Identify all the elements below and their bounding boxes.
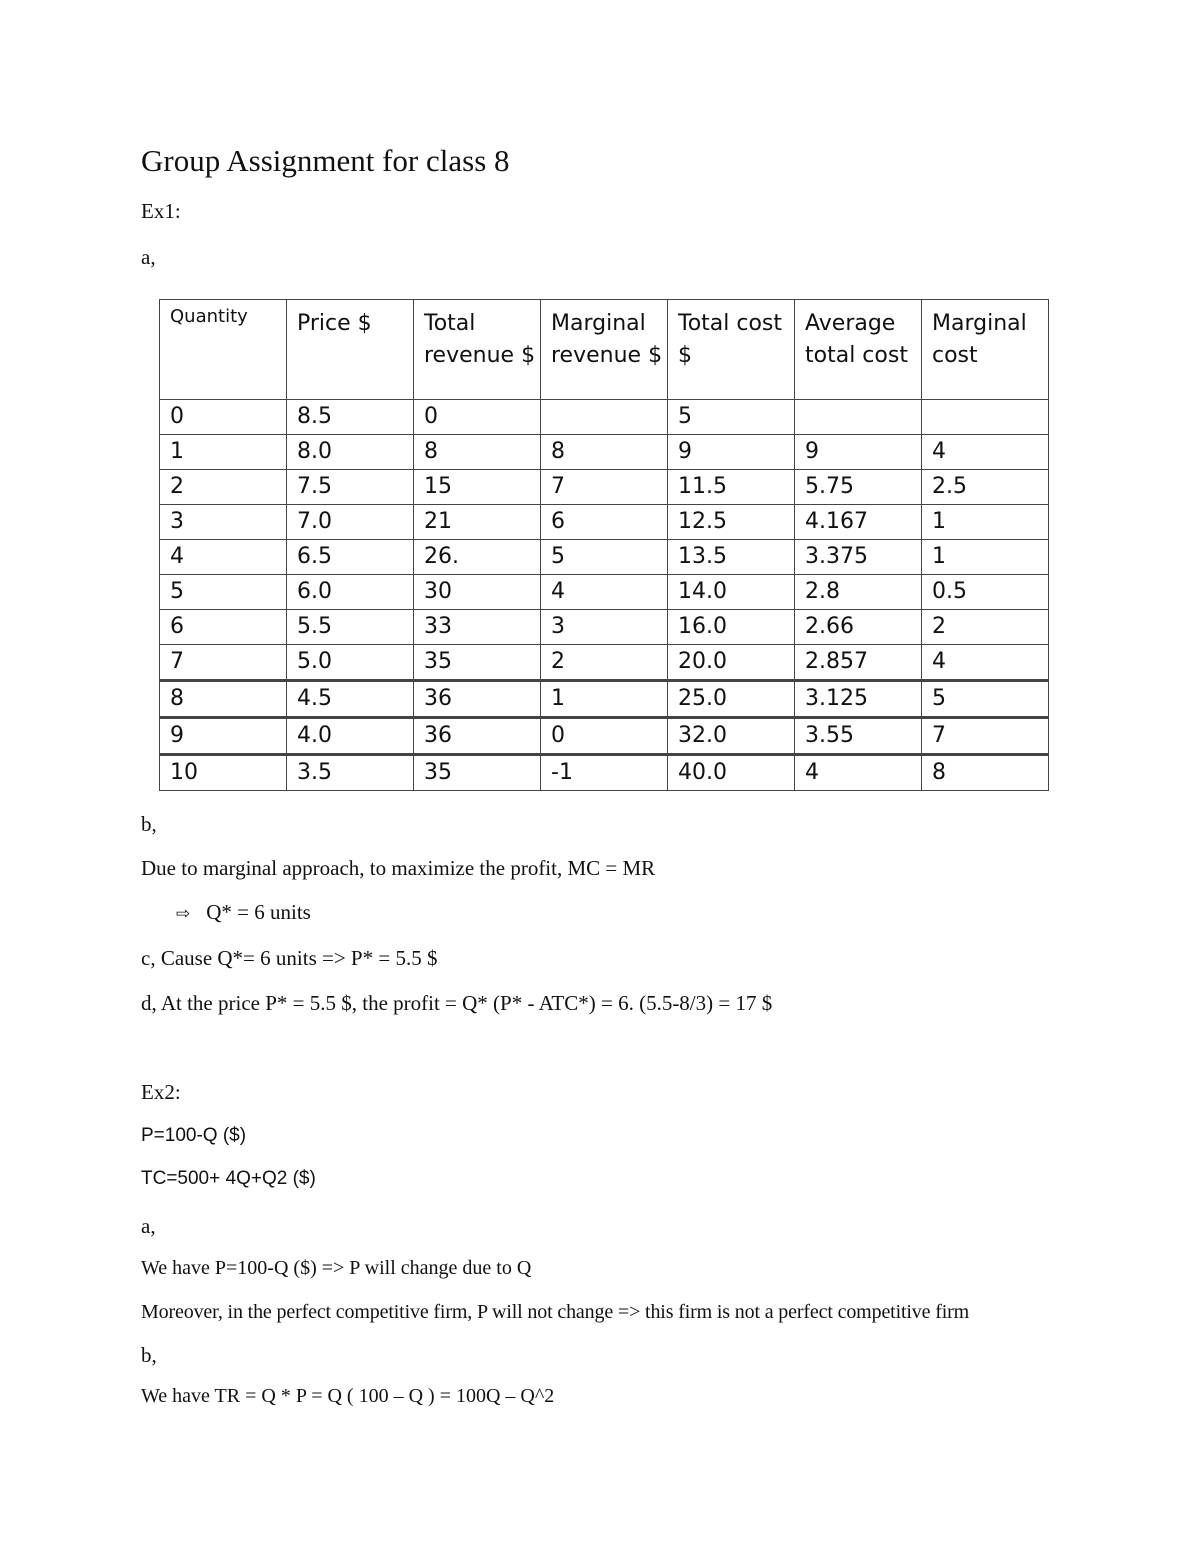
cell-total-revenue: 0 [414, 400, 541, 435]
cell-quantity: 6 [160, 610, 287, 645]
ex1-b-text: Due to marginal approach, to maximize the profit, MC = MR [141, 856, 656, 880]
ex1-part-b-label: b, [141, 812, 157, 836]
cell-total-cost: 40.0 [668, 755, 795, 791]
cell-quantity: 8 [160, 681, 287, 718]
cell-marginal-cost: 7 [922, 718, 1049, 755]
cell-average-total-cost: 4.167 [795, 505, 922, 540]
table-row [160, 755, 1049, 791]
cell-average-total-cost [795, 400, 922, 435]
ex1-part-a-label: a, [141, 245, 156, 269]
cell-marginal-revenue: 7 [541, 470, 668, 505]
ex1-cost-table-container [159, 299, 1049, 791]
cell-total-revenue: 35 [414, 645, 541, 681]
cell-marginal-revenue: 6 [541, 505, 668, 540]
header-total-cost: Total cost $ [668, 300, 795, 400]
table-header-row [160, 300, 1049, 400]
cell-quantity: 7 [160, 645, 287, 681]
table-row [160, 505, 1049, 540]
cell-quantity: 3 [160, 505, 287, 540]
table-body [160, 400, 1049, 791]
cell-price: 4.5 [287, 681, 414, 718]
cell-total-revenue: 36 [414, 681, 541, 718]
cell-price: 5.0 [287, 645, 414, 681]
cell-total-cost: 5 [668, 400, 795, 435]
cell-total-revenue: 8 [414, 435, 541, 470]
cell-price: 8.5 [287, 400, 414, 435]
cell-average-total-cost: 4 [795, 755, 922, 791]
header-average-total-cost: Average total cost [795, 300, 922, 400]
cell-total-revenue: 33 [414, 610, 541, 645]
ex1-d-text: d, At the price P* = 5.5 $, the profit = Q* (P* - ATC*) = 6. (5.5-8/3) = 17 $ [141, 991, 773, 1015]
cell-average-total-cost: 2.66 [795, 610, 922, 645]
cell-total-cost: 12.5 [668, 505, 795, 540]
cell-marginal-revenue: 5 [541, 540, 668, 575]
cell-total-cost: 32.0 [668, 718, 795, 755]
cell-total-cost: 25.0 [668, 681, 795, 718]
header-quantity: Quantity [160, 300, 287, 400]
cell-average-total-cost: 3.375 [795, 540, 922, 575]
table-row [160, 540, 1049, 575]
cell-price: 7.0 [287, 505, 414, 540]
ex2-a-line1: We have P=100-Q ($) => P will change due to Q [141, 1257, 532, 1279]
cell-average-total-cost: 5.75 [795, 470, 922, 505]
header-total-revenue: Total revenue $ [414, 300, 541, 400]
cell-marginal-revenue: 3 [541, 610, 668, 645]
cell-price: 4.0 [287, 718, 414, 755]
cell-marginal-cost: 4 [922, 435, 1049, 470]
cell-total-revenue: 30 [414, 575, 541, 610]
cell-total-cost: 16.0 [668, 610, 795, 645]
table-row [160, 400, 1049, 435]
ex2-b-line1: We have TR = Q * P = Q ( 100 – Q ) = 100Q – Q^2 [141, 1385, 555, 1407]
ex2-heading: Ex2: [141, 1080, 181, 1104]
cell-total-cost: 13.5 [668, 540, 795, 575]
cell-marginal-cost: 8 [922, 755, 1049, 791]
table-row [160, 718, 1049, 755]
cell-average-total-cost: 3.55 [795, 718, 922, 755]
cell-average-total-cost: 2.8 [795, 575, 922, 610]
header-marginal-revenue: Marginal revenue $ [541, 300, 668, 400]
cell-quantity: 1 [160, 435, 287, 470]
table-row [160, 645, 1049, 681]
cell-marginal-revenue: 1 [541, 681, 668, 718]
table-row [160, 470, 1049, 505]
cell-marginal-cost: 0.5 [922, 575, 1049, 610]
cell-price: 3.5 [287, 755, 414, 791]
cell-total-cost: 14.0 [668, 575, 795, 610]
ex1-cost-table [159, 299, 1049, 791]
cell-quantity: 9 [160, 718, 287, 755]
cell-total-cost: 11.5 [668, 470, 795, 505]
cell-average-total-cost: 9 [795, 435, 922, 470]
cell-total-revenue: 35 [414, 755, 541, 791]
cell-total-revenue: 36 [414, 718, 541, 755]
cell-total-revenue: 26. [414, 540, 541, 575]
cell-quantity: 5 [160, 575, 287, 610]
cell-marginal-cost: 1 [922, 540, 1049, 575]
cell-total-cost: 9 [668, 435, 795, 470]
cell-total-revenue: 21 [414, 505, 541, 540]
right-arrow-icon: ⇨ [176, 904, 191, 923]
cell-price: 8.0 [287, 435, 414, 470]
cell-quantity: 0 [160, 400, 287, 435]
table-row [160, 681, 1049, 718]
cell-total-cost: 20.0 [668, 645, 795, 681]
document-title: Group Assignment for class 8 [141, 143, 510, 178]
ex1-b-result-line [176, 900, 311, 925]
cell-marginal-cost: 2.5 [922, 470, 1049, 505]
cell-marginal-revenue: 0 [541, 718, 668, 755]
cell-marginal-cost: 5 [922, 681, 1049, 718]
cell-total-revenue: 15 [414, 470, 541, 505]
cell-price: 6.0 [287, 575, 414, 610]
ex2-equation-cost: TC=500+ 4Q+Q2 ($) [141, 1168, 316, 1189]
cell-quantity: 4 [160, 540, 287, 575]
cell-marginal-cost: 2 [922, 610, 1049, 645]
ex2-part-b-label: b, [141, 1343, 157, 1367]
table-row [160, 575, 1049, 610]
ex2-a-line2: Moreover, in the perfect competitive firm, P will not change => this firm is not a perfect competitive firm [141, 1301, 970, 1323]
ex1-heading: Ex1: [141, 199, 181, 223]
cell-marginal-cost [922, 400, 1049, 435]
ex2-equation-price: P=100-Q ($) [141, 1125, 247, 1146]
table-row [160, 435, 1049, 470]
ex1-b-result: Q* = 6 units [206, 900, 311, 924]
cell-marginal-revenue: 4 [541, 575, 668, 610]
cell-average-total-cost: 2.857 [795, 645, 922, 681]
cell-quantity: 2 [160, 470, 287, 505]
cell-marginal-cost: 4 [922, 645, 1049, 681]
cell-price: 5.5 [287, 610, 414, 645]
cell-price: 7.5 [287, 470, 414, 505]
cell-marginal-revenue: 8 [541, 435, 668, 470]
cell-average-total-cost: 3.125 [795, 681, 922, 718]
header-marginal-cost: Marginal cost [922, 300, 1049, 400]
cell-marginal-revenue: 2 [541, 645, 668, 681]
ex1-c-text: c, Cause Q*= 6 units => P* = 5.5 $ [141, 946, 438, 970]
ex2-part-a-label: a, [141, 1214, 156, 1238]
cell-quantity: 10 [160, 755, 287, 791]
cell-price: 6.5 [287, 540, 414, 575]
table-row [160, 610, 1049, 645]
header-price: Price $ [287, 300, 414, 400]
cell-marginal-revenue [541, 400, 668, 435]
cell-marginal-cost: 1 [922, 505, 1049, 540]
cell-marginal-revenue: -1 [541, 755, 668, 791]
